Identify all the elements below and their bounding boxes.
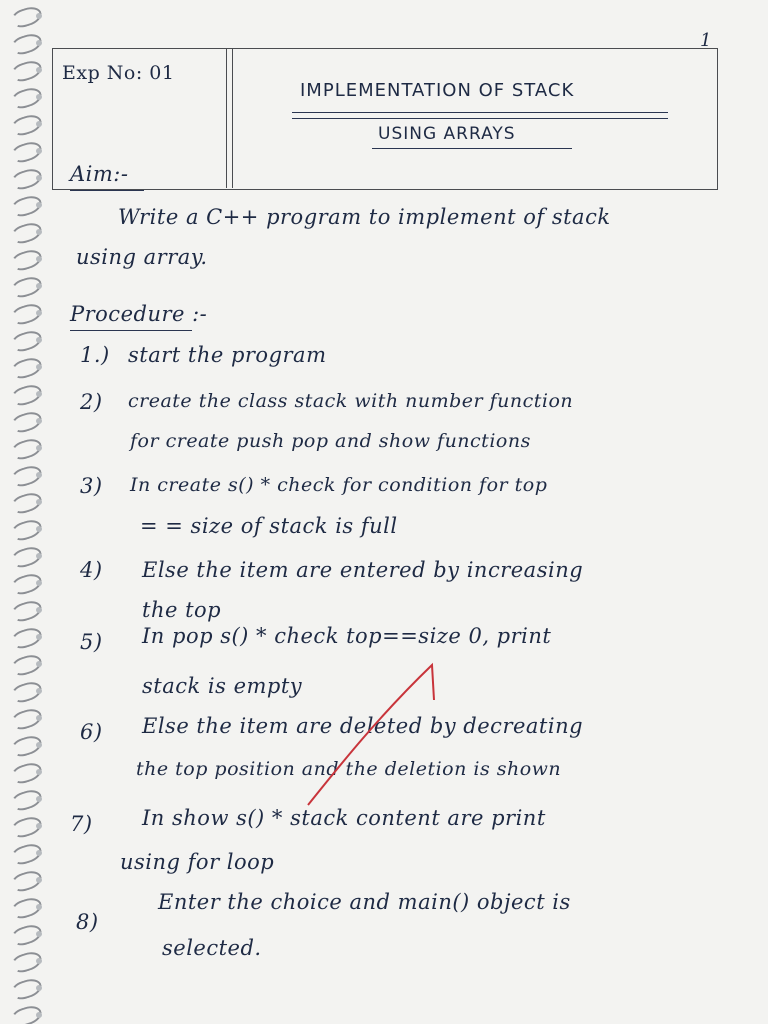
punch-hole [36, 850, 42, 856]
experiment-title-line1: IMPLEMENTATION OF STACK [300, 80, 575, 101]
step-text: In create s() * check for condition for top [130, 474, 548, 496]
punch-hole [36, 580, 42, 586]
step-text: for create push pop and show functions [130, 430, 531, 452]
punch-hole [36, 877, 42, 883]
step-text: Else the item are deleted by decreating [142, 714, 584, 738]
punch-hole [36, 499, 42, 505]
step-text: using for loop [120, 850, 275, 874]
step-number: 1.) [80, 343, 110, 367]
step-number: 8) [76, 910, 99, 934]
step-text: the top position and the deletion is shown [136, 758, 562, 780]
punch-hole [36, 310, 42, 316]
punch-hole [36, 445, 42, 451]
punch-hole [36, 121, 42, 127]
title-underline-3 [372, 148, 572, 149]
punch-hole [36, 688, 42, 694]
step-number: 6) [80, 720, 103, 744]
step-number: 7) [70, 812, 93, 836]
experiment-number: Exp No: 01 [62, 62, 175, 84]
step-text: Enter the choice and main() object is [158, 890, 571, 914]
punch-hole [36, 337, 42, 343]
step-number: 2) [80, 390, 103, 414]
punch-hole [36, 175, 42, 181]
punch-hole [36, 1012, 42, 1018]
step-text: start the program [128, 343, 327, 367]
page-number: 1 [700, 30, 712, 51]
red-check-mark [300, 655, 450, 815]
punch-hole [36, 742, 42, 748]
step-text: selected. [162, 936, 262, 960]
aim-heading: Aim:- [70, 162, 129, 186]
punch-hole [36, 13, 42, 19]
aim-text-line1: Write a C++ program to implement of stack [118, 205, 611, 229]
punch-hole [36, 229, 42, 235]
punch-hole [36, 904, 42, 910]
header-divider-double [232, 48, 233, 188]
step-number: 5) [80, 630, 103, 654]
punch-hole [36, 796, 42, 802]
spiral-binding [0, 0, 48, 1024]
procedure-underline [70, 330, 192, 331]
step-text: stack is empty [142, 674, 303, 698]
title-underline-2 [292, 118, 668, 119]
punch-hole [36, 661, 42, 667]
header-divider [226, 48, 227, 188]
punch-hole [36, 607, 42, 613]
step-text: create the class stack with number function [128, 390, 574, 412]
step-text: In pop s() * check top==size 0, print [142, 624, 552, 648]
punch-hole [36, 67, 42, 73]
step-text: In show s() * stack content are print [142, 806, 546, 830]
title-underline-1 [292, 112, 668, 113]
punch-hole [36, 715, 42, 721]
step-number: 3) [80, 474, 103, 498]
punch-hole [36, 634, 42, 640]
punch-hole [36, 553, 42, 559]
step-text: the top [142, 598, 222, 622]
punch-hole [36, 823, 42, 829]
aim-text-line2: using array. [76, 245, 208, 269]
punch-hole [36, 391, 42, 397]
punch-hole [36, 256, 42, 262]
step-number: 4) [80, 558, 103, 582]
punch-hole [36, 985, 42, 991]
procedure-heading: Procedure :- [70, 302, 208, 326]
punch-hole [36, 94, 42, 100]
punch-hole [36, 958, 42, 964]
step-text: Else the item are entered by increasing [142, 558, 584, 582]
experiment-title-line2: USING ARRAYS [378, 124, 516, 144]
punch-hole [36, 526, 42, 532]
punch-hole [36, 40, 42, 46]
punch-hole [36, 472, 42, 478]
punch-hole [36, 931, 42, 937]
punch-hole [36, 769, 42, 775]
aim-underline [70, 190, 144, 191]
punch-hole [36, 418, 42, 424]
punch-hole [36, 364, 42, 370]
punch-hole [36, 283, 42, 289]
punch-hole [36, 148, 42, 154]
punch-hole [36, 202, 42, 208]
step-text: = = size of stack is full [140, 514, 398, 538]
